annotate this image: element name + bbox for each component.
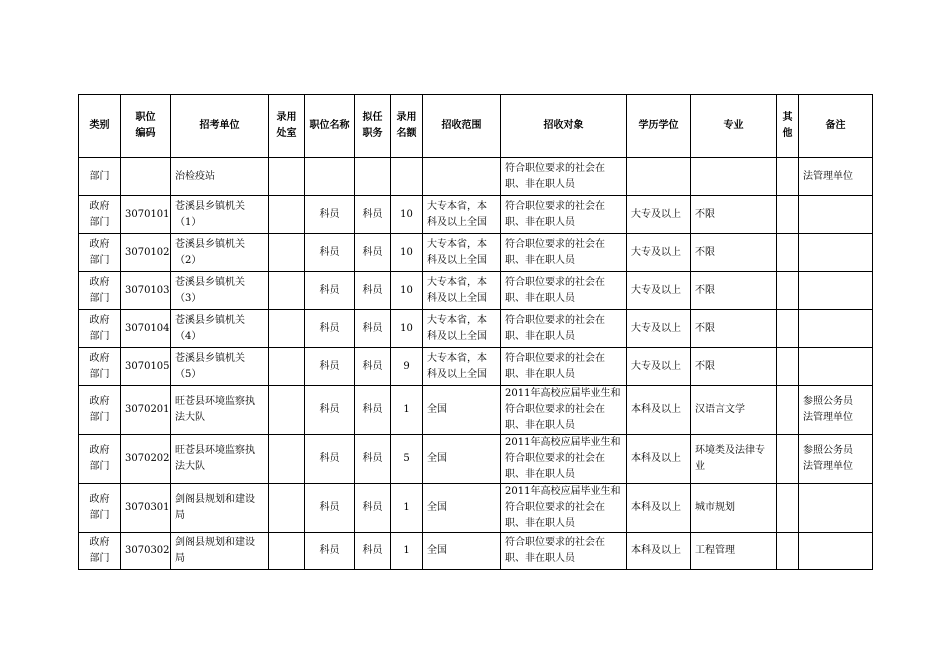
cell-other [777,158,799,196]
cell-quota: 1 [391,386,423,435]
cell-major: 不限 [691,234,777,272]
cell-category: 政府 部门 [79,435,121,484]
table-row [79,158,873,196]
cell-category: 政府 部门 [79,386,121,435]
cell-position-code: 3070104 [121,310,171,348]
cell-education: 本科及以上 [627,533,691,570]
header-education: 学历学位 [627,95,691,158]
table-body [79,158,873,570]
cell-target: 符合职位要求的社会在 职、非在职人员 [501,310,627,348]
cell-position-name: 科员 [305,386,355,435]
cell-scope: 全国 [423,386,501,435]
header-quota: 录用 名额 [391,95,423,158]
cell-other [777,348,799,386]
cell-scope [423,158,501,196]
cell-remarks [799,484,873,533]
cell-target: 符合职位要求的社会在 职、非在职人员 [501,196,627,234]
cell-quota [391,158,423,196]
cell-quota: 10 [391,196,423,234]
cell-position-code: 3070103 [121,272,171,310]
cell-recruiting-unit: 苍溪县乡镇机关 （2） [171,234,269,272]
cell-remarks: 法管理单位 [799,158,873,196]
table-row [79,310,873,348]
cell-quota: 10 [391,310,423,348]
cell-scope: 全国 [423,484,501,533]
cell-scope: 全国 [423,533,501,570]
cell-recruiting-unit: 旺苍县环境监察执 法大队 [171,435,269,484]
cell-remarks [799,272,873,310]
table-row [79,234,873,272]
cell-duty: 科员 [355,196,391,234]
cell-position-name: 科员 [305,310,355,348]
cell-scope: 大专本省，本 科及以上全国 [423,348,501,386]
cell-remarks: 参照公务员 法管理单位 [799,386,873,435]
cell-position-name: 科员 [305,435,355,484]
cell-target: 符合职位要求的社会在 职、非在职人员 [501,158,627,196]
cell-target: 2011年高校应届毕业生和 符合职位要求的社会在 职、非在职人员 [501,484,627,533]
cell-duty: 科员 [355,348,391,386]
cell-target: 2011年高校应届毕业生和 符合职位要求的社会在 职、非在职人员 [501,386,627,435]
cell-major: 工程管理 [691,533,777,570]
cell-major: 不限 [691,196,777,234]
cell-education: 大专及以上 [627,348,691,386]
cell-position-name: 科员 [305,533,355,570]
header-other: 其 他 [777,95,799,158]
cell-education: 本科及以上 [627,484,691,533]
cell-department [269,272,305,310]
cell-position-code: 3070201 [121,386,171,435]
cell-position-code: 3070102 [121,234,171,272]
cell-position-code: 3070105 [121,348,171,386]
cell-other [777,310,799,348]
cell-position-code: 3070302 [121,533,171,570]
cell-position-name: 科员 [305,272,355,310]
cell-category: 部门 [79,158,121,196]
cell-position-name: 科员 [305,234,355,272]
cell-department [269,158,305,196]
header-major: 专业 [691,95,777,158]
cell-other [777,533,799,570]
cell-category: 政府 部门 [79,348,121,386]
header-scope: 招收范围 [423,95,501,158]
header-recruiting-unit: 招考单位 [171,95,269,158]
cell-target: 符合职位要求的社会在 职、非在职人员 [501,533,627,570]
cell-remarks: 参照公务员 法管理单位 [799,435,873,484]
cell-scope: 大专本省，本 科及以上全国 [423,196,501,234]
cell-category: 政府 部门 [79,196,121,234]
cell-major: 不限 [691,272,777,310]
cell-department [269,348,305,386]
cell-major: 不限 [691,310,777,348]
cell-recruiting-unit: 苍溪县乡镇机关 （4） [171,310,269,348]
cell-scope: 全国 [423,435,501,484]
cell-position-code: 3070202 [121,435,171,484]
cell-position-name: 科员 [305,348,355,386]
cell-category: 政府 部门 [79,272,121,310]
cell-remarks [799,234,873,272]
cell-target: 符合职位要求的社会在 职、非在职人员 [501,348,627,386]
cell-position-name [305,158,355,196]
cell-major [691,158,777,196]
cell-quota: 1 [391,484,423,533]
cell-other [777,234,799,272]
cell-position-code: 3070101 [121,196,171,234]
cell-duty [355,158,391,196]
cell-department [269,533,305,570]
cell-target: 2011年高校应届毕业生和 符合职位要求的社会在 职、非在职人员 [501,435,627,484]
cell-position-name: 科员 [305,484,355,533]
cell-other [777,272,799,310]
cell-recruiting-unit: 剑阁县规划和建设 局 [171,533,269,570]
cell-target: 符合职位要求的社会在 职、非在职人员 [501,272,627,310]
cell-education: 大专及以上 [627,272,691,310]
cell-remarks [799,196,873,234]
cell-duty: 科员 [355,272,391,310]
header-row [79,95,873,158]
header-position-name: 职位名称 [305,95,355,158]
cell-category: 政府 部门 [79,234,121,272]
cell-duty: 科员 [355,310,391,348]
cell-other [777,196,799,234]
cell-remarks [799,348,873,386]
table-row [79,272,873,310]
cell-position-code: 3070301 [121,484,171,533]
cell-department [269,196,305,234]
cell-duty: 科员 [355,533,391,570]
table-row [79,386,873,435]
cell-quota: 10 [391,234,423,272]
cell-target: 符合职位要求的社会在 职、非在职人员 [501,234,627,272]
cell-category: 政府 部门 [79,310,121,348]
cell-education: 大专及以上 [627,234,691,272]
cell-remarks [799,533,873,570]
cell-department [269,435,305,484]
cell-department [269,310,305,348]
cell-other [777,435,799,484]
cell-position-code [121,158,171,196]
header-category: 类别 [79,95,121,158]
cell-education: 大专及以上 [627,310,691,348]
cell-department [269,234,305,272]
table-row [79,196,873,234]
cell-major: 环境类及法律专 业 [691,435,777,484]
cell-quota: 10 [391,272,423,310]
cell-duty: 科员 [355,234,391,272]
cell-quota: 1 [391,533,423,570]
table-row [79,484,873,533]
cell-other [777,386,799,435]
cell-major: 汉语言文学 [691,386,777,435]
cell-recruiting-unit: 旺苍县环境监察执 法大队 [171,386,269,435]
cell-education: 本科及以上 [627,386,691,435]
cell-education: 大专及以上 [627,196,691,234]
header-position-code: 职位 编码 [121,95,171,158]
cell-duty: 科员 [355,484,391,533]
table-row [79,533,873,570]
cell-duty: 科员 [355,435,391,484]
cell-duty: 科员 [355,386,391,435]
cell-department [269,484,305,533]
cell-major: 不限 [691,348,777,386]
cell-category: 政府 部门 [79,484,121,533]
cell-department [269,386,305,435]
cell-position-name: 科员 [305,196,355,234]
header-duty: 拟任 职务 [355,95,391,158]
header-remarks: 备注 [799,95,873,158]
table-row [79,348,873,386]
header-department: 录用 处室 [269,95,305,158]
cell-recruiting-unit: 苍溪县乡镇机关 （5） [171,348,269,386]
cell-quota: 5 [391,435,423,484]
cell-recruiting-unit: 苍溪县乡镇机关 （3） [171,272,269,310]
cell-education [627,158,691,196]
cell-major: 城市规划 [691,484,777,533]
cell-recruiting-unit: 剑阁县规划和建设 局 [171,484,269,533]
cell-recruiting-unit: 治检疫站 [171,158,269,196]
table-row [79,435,873,484]
cell-category: 政府 部门 [79,533,121,570]
cell-quota: 9 [391,348,423,386]
header-target: 招收对象 [501,95,627,158]
cell-scope: 大专本省，本 科及以上全国 [423,310,501,348]
cell-scope: 大专本省，本 科及以上全国 [423,234,501,272]
cell-scope: 大专本省，本 科及以上全国 [423,272,501,310]
recruitment-table [78,94,873,570]
cell-education: 本科及以上 [627,435,691,484]
cell-other [777,484,799,533]
cell-recruiting-unit: 苍溪县乡镇机关 （1） [171,196,269,234]
cell-remarks [799,310,873,348]
